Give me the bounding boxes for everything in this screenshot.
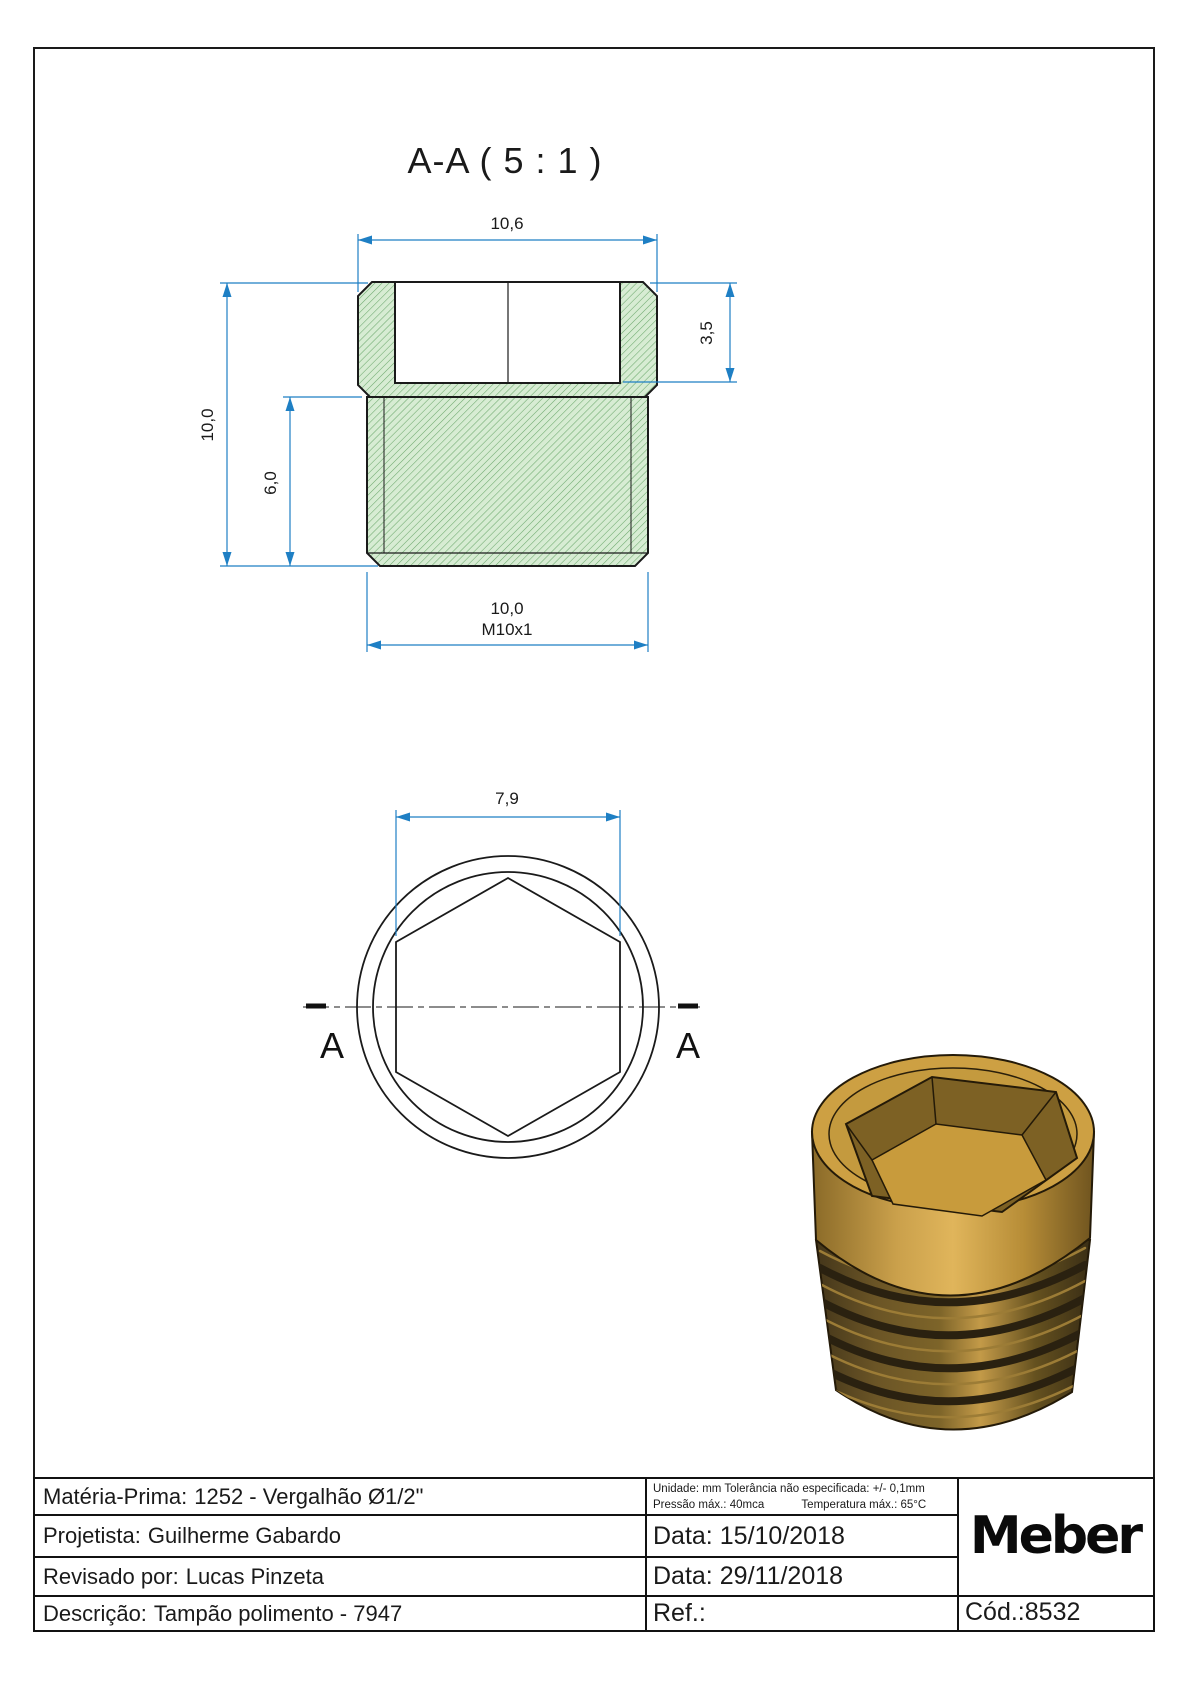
material-label: Matéria-Prima: <box>43 1483 188 1509</box>
description-value: Tampão polimento - 7947 <box>153 1600 403 1626</box>
code-value: 8532 <box>1024 1598 1081 1626</box>
dim-head-width: 10,6 <box>490 214 524 233</box>
reviewer-row <box>43 1558 324 1595</box>
render-3d-plug <box>812 1055 1094 1434</box>
notes-temperature: Temperatura máx.: 65°C <box>801 1499 927 1512</box>
cut-label-right: A <box>675 1025 701 1066</box>
description-row <box>43 1597 402 1630</box>
section-view-title: A-A ( 5 : 1 ) <box>407 140 603 181</box>
code-label: Cód.: <box>965 1598 1025 1626</box>
section-view <box>198 214 737 652</box>
notes-line1: Unidade: mm Tolerância não especificada: +/- 0,1mm <box>653 1483 925 1495</box>
section-head <box>358 282 657 397</box>
top-view-dimension-lines <box>396 810 620 936</box>
designer-label: Projetista: <box>43 1523 141 1548</box>
cut-label-left: A <box>319 1025 345 1066</box>
dim-socket-depth: 3,5 <box>697 321 716 345</box>
section-threaded-body <box>367 397 648 566</box>
reviewer-label: Revisado por: <box>43 1563 179 1589</box>
material-row <box>43 1479 423 1514</box>
designer-row <box>43 1516 341 1556</box>
render-head <box>812 1055 1094 1296</box>
brand-logo <box>957 1479 1153 1593</box>
date-revised-value: 29/11/2018 <box>719 1562 844 1590</box>
title-block <box>33 1477 1155 1632</box>
description-label: Descrição: <box>43 1600 147 1626</box>
dim-thread-spec: M10x1 <box>481 620 533 639</box>
tolerance-notes <box>653 1481 953 1513</box>
top-view <box>303 789 700 1158</box>
code-row <box>965 1595 1080 1630</box>
dim-body-width: 10,0 <box>490 599 524 618</box>
notes-pressure: Pressão máx.: 40mca <box>653 1499 765 1512</box>
date-revised-row <box>653 1558 843 1595</box>
dim-body-height: 6,0 <box>261 471 280 495</box>
brand-logo-text: Meber <box>969 1506 1141 1566</box>
material-value: 1252 - Vergalhão Ø1/2" <box>194 1483 424 1509</box>
date-created-row <box>653 1516 845 1556</box>
dim-total-height: 10,0 <box>198 408 217 442</box>
date-created-value: 15/10/2018 <box>719 1521 845 1550</box>
ref-row <box>653 1597 706 1630</box>
date-revised-label: Data: <box>653 1562 713 1590</box>
dim-across-flats: 7,9 <box>495 789 519 808</box>
notes-line2 <box>653 1497 953 1513</box>
designer-value: Guilherme Gabardo <box>147 1523 342 1548</box>
titleblock-divider <box>645 1479 647 1630</box>
ref-label: Ref.: <box>653 1599 706 1627</box>
date-created-label: Data: <box>653 1521 713 1550</box>
reviewer-value: Lucas Pinzeta <box>185 1563 324 1589</box>
